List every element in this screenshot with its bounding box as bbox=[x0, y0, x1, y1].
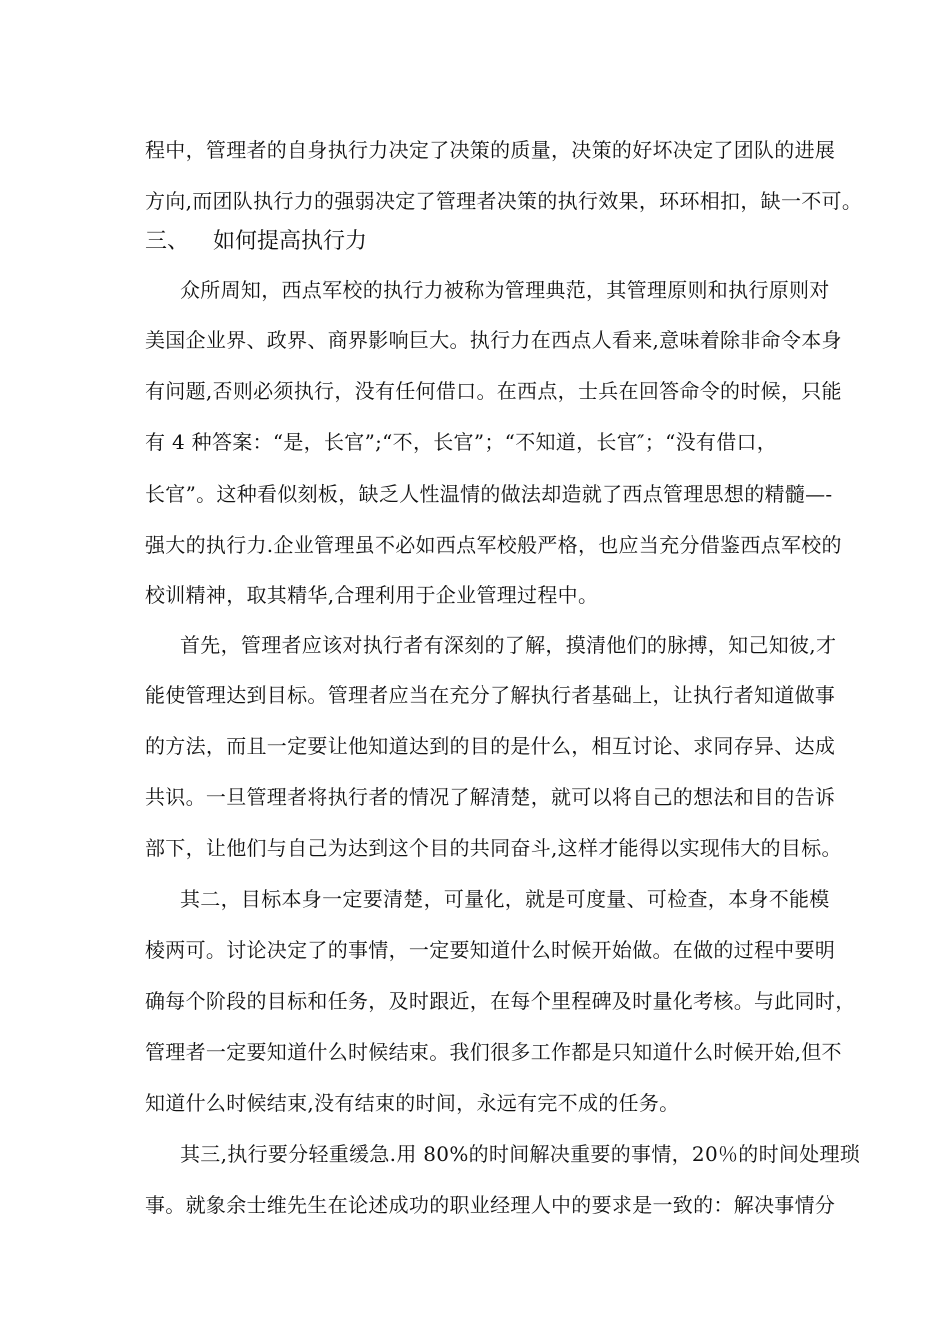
body-text-line: 程中，管理者的自身执行力决定了决策的质量，决策的好坏决定了团队的进展 bbox=[145, 138, 836, 162]
paragraph-first-line: 众所周知，西点军校的执行力被称为管理典范，其管理原则和执行原则对 bbox=[180, 278, 830, 302]
body-text-line: 事。就象余士维先生在论述成功的职业经理人中的要求是一致的：解决事情分 bbox=[145, 1193, 836, 1217]
body-text-line: 共识。一旦管理者将执行者的情况了解清楚，就可以将自己的想法和目的告诉 bbox=[145, 785, 836, 809]
body-text-line: 校训精神，取其精华,合理利用于企业管理过程中。 bbox=[145, 583, 599, 607]
body-text-line: 知道什么时候结束,没有结束的时间，永远有完不成的任务。 bbox=[145, 1091, 680, 1115]
paragraph-first-line: 其三,执行要分轻重缓急.用 80%的时间解决重要的事情，20％的时间处理琐 bbox=[180, 1142, 861, 1166]
body-text-line: 长官”。这种看似刻板，缺乏人性温情的做法却造就了西点管理思想的精髓—- bbox=[145, 482, 833, 506]
body-text-line: 棱两可。讨论决定了的事情，一定要知道什么时候开始做。在做的过程中要明 bbox=[145, 938, 836, 962]
section-title: 如何提高执行力 bbox=[213, 229, 368, 254]
body-text-line: 部下，让他们与自己为达到这个目的共同奋斗,这样才能得以实现伟大的目标。 bbox=[145, 836, 842, 860]
section-heading bbox=[145, 228, 367, 256]
paragraph-first-line: 首先，管理者应该对执行者有深刻的了解，摸清他们的脉搏，知己知彼,才 bbox=[180, 633, 837, 657]
body-text-line: 管理者一定要知道什么时候结束。我们很多工作都是只知道什么时候开始,但不 bbox=[145, 1040, 842, 1064]
body-text-line: 确每个阶段的目标和任务，及时跟近，在每个里程碑及时量化考核。与此同时， bbox=[145, 989, 856, 1013]
paragraph-first-line: 其二，目标本身一定要清楚，可量化，就是可度量、可检查，本身不能模 bbox=[180, 887, 830, 911]
body-text-line: 的方法，而且一定要让他知道达到的目的是什么，相互讨论、求同存异、达成 bbox=[145, 734, 836, 758]
body-text-line: 有问题,否则必须执行，没有任何借口。在西点，士兵在回答命令的时候，只能 bbox=[145, 379, 842, 403]
body-text-line: 强大的执行力.企业管理虽不必如西点军校般严格，也应当充分借鉴西点军校的 bbox=[145, 533, 842, 557]
body-text-line: 美国企业界、政界、商界影响巨大。执行力在西点人看来,意味着除非命令本身 bbox=[145, 328, 842, 352]
body-text-line: 能使管理达到目标。管理者应当在充分了解执行者基础上，让执行者知道做事 bbox=[145, 683, 836, 707]
body-text-line: 方向,而团队执行力的强弱决定了管理者决策的执行效果，环环相扣，缺一不可。 bbox=[145, 189, 863, 213]
body-text-line: 有 4 种答案：“是，长官”;“不，长官”；“不知道，长官″；“没有借口， bbox=[145, 430, 778, 454]
section-number: 三、 bbox=[145, 229, 190, 254]
